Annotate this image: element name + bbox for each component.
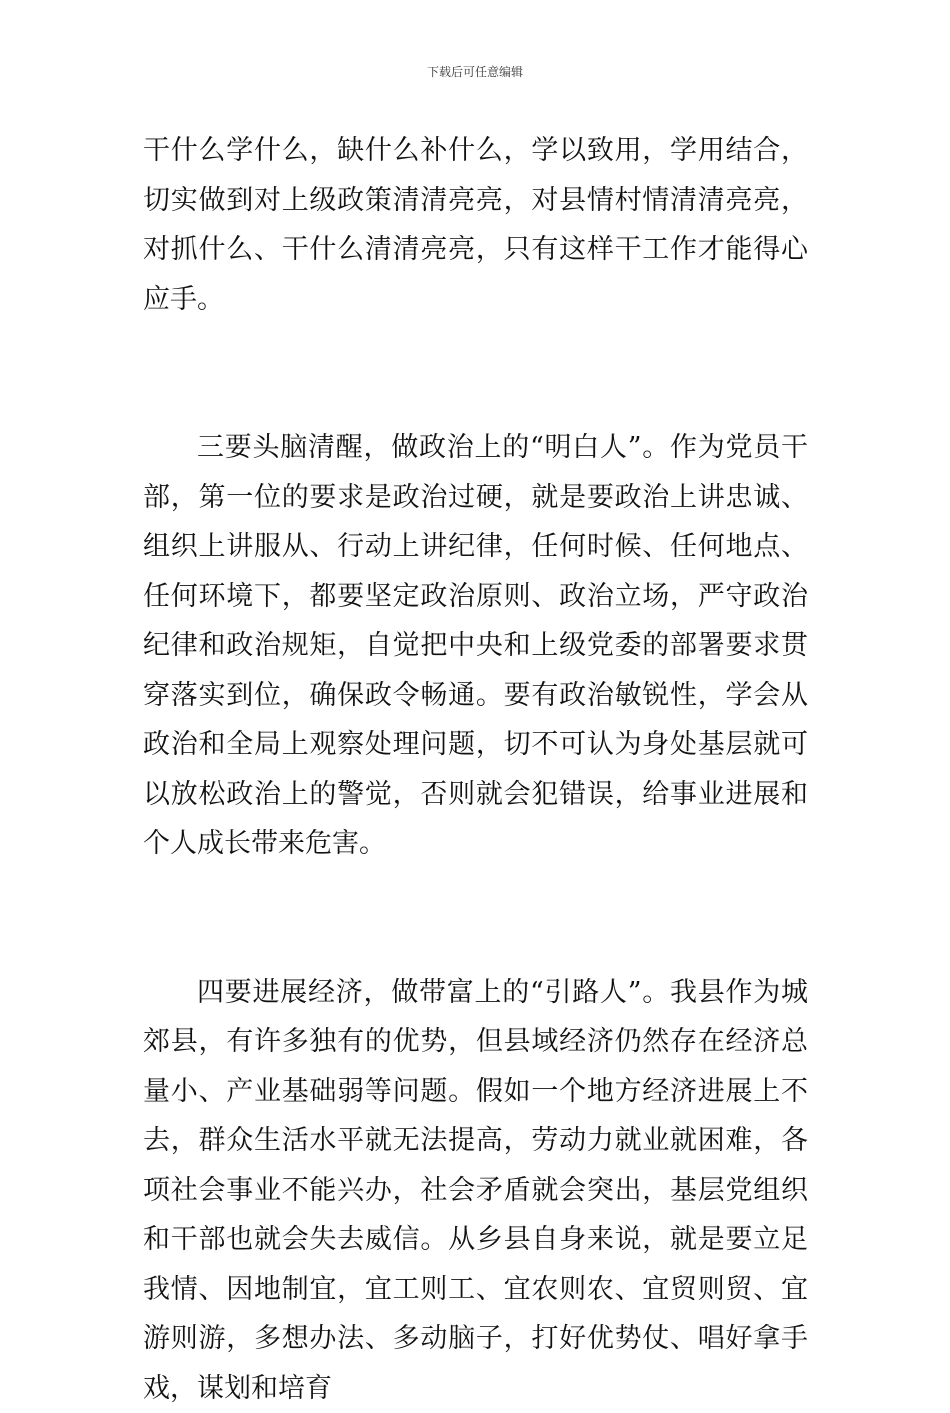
paragraph-continuation: 干什么学什么，缺什么补什么，学以致用，学用结合，切实做到对上级政策清清亮亮，对县情村情清清亮亮，对抓什么、干什么清清亮亮，只有这样干工作才能得心应手。 xyxy=(143,126,808,324)
paragraph-economic-development: 四要进展经济，做带富上的“引路人”。我县作为城郊县，有许多独有的优势，但县域经济仍然存在经济总量小、产业基础弱等问题。假如一个地方经济进展上不去，群众生活水平就无法提高，劳动力就业就困难，各项社会事业不能兴办，社会矛盾就会突出，基层党组织和干部也就会失去威信。从乡县自身来说，就是要立足我情、因地制宜，宜工则工、宜农则农、宜贸则贸、宜游则游，多想办法、多动脑子，打好优势仗、唱好拿手戏，谋划和培育 xyxy=(143,968,808,1413)
document-body xyxy=(143,126,808,1413)
paragraph-political-clarity: 三要头脑清醒，做政治上的“明白人”。作为党员干部，第一位的要求是政治过硬，就是要政治上讲忠诚、组织上讲服从、行动上讲纪律，任何时候、任何地点、任何环境下，都要坚定政治原则、政治立场，严守政治纪律和政治规矩，自觉把中央和上级党委的部署要求贯穿落实到位，确保政令畅通。要有政治敏锐性，学会从政治和全局上观察处理问题，切不可认为身处基层就可以放松政治上的警觉，否则就会犯错误，给事业进展和个人成长带来危害。 xyxy=(143,423,808,869)
page-header: 下载后可任意编辑 xyxy=(0,64,950,80)
